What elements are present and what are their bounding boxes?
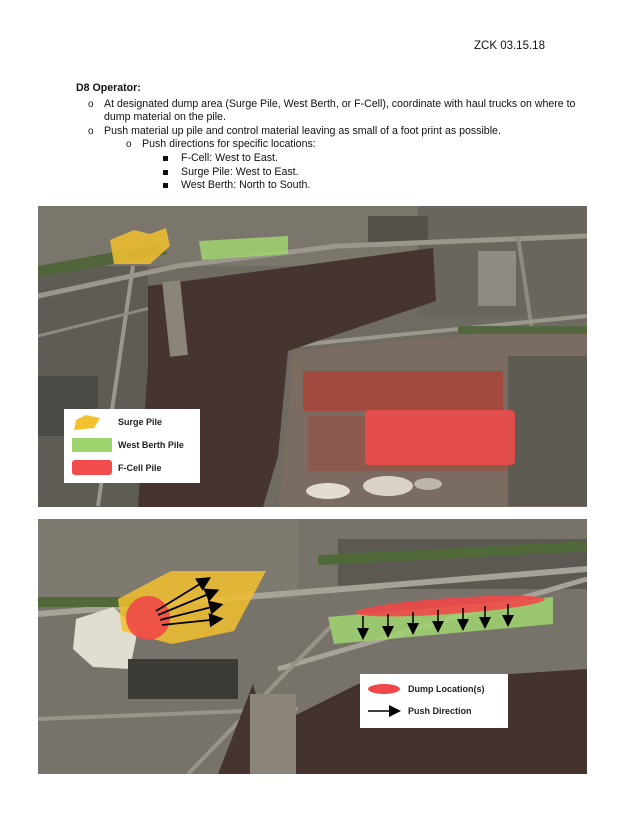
overview-map-image [38, 206, 587, 507]
bullet-circle-icon: o [88, 125, 94, 137]
sub-list-item [76, 138, 596, 152]
overview-legend [64, 409, 200, 483]
list-item-text: Push material up pile and control material leaving as small of a foot print as possible. [104, 124, 501, 137]
bullet-circle-icon: o [88, 98, 94, 110]
direction-text: F-Cell: West to East. [181, 151, 278, 164]
list-item [76, 125, 596, 139]
bullet-square-icon [163, 183, 168, 188]
bullet-square-icon [163, 170, 168, 175]
direction-item-west-berth [76, 179, 596, 193]
legend-label-dump-location: Dump Location(s) [408, 684, 485, 694]
legend-label-surge: Surge Pile [118, 417, 163, 427]
legend-label-fcell: F-Cell Pile [118, 463, 162, 473]
dump-push-detail-map [38, 519, 587, 774]
site-overview-map [38, 206, 587, 507]
direction-item-fcell [76, 152, 596, 166]
section-title: D8 Operator: [76, 82, 141, 94]
detail-legend [360, 674, 508, 728]
direction-text: West Berth: North to South. [181, 179, 311, 192]
legend-swatch-fcell [72, 460, 112, 475]
detail-map-image [38, 519, 587, 774]
surge-dump-location [126, 596, 170, 640]
document-body [76, 82, 596, 193]
direction-text: Surge Pile: West to East. [181, 165, 299, 178]
legend-label-west-berth: West Berth Pile [118, 440, 184, 450]
legend-label-push-direction: Push Direction [408, 706, 472, 716]
document-reference: ZCK 03.15.18 [474, 40, 545, 52]
list-item [76, 98, 594, 125]
legend-swatch-dump-location [368, 684, 400, 694]
legend-swatch-west-berth [72, 438, 112, 452]
list-item-text: At designated dump area (Surge Pile, West Berth, or F-Cell), coordinate with haul trucks on where to dump material on the pile. [104, 97, 576, 124]
bullet-square-icon [163, 156, 168, 161]
direction-item-surge [76, 166, 596, 180]
bullet-circle-icon: o [126, 139, 132, 151]
sub-list-item-text: Push directions for specific locations: [142, 138, 316, 151]
fcell-pile-area [365, 410, 515, 465]
